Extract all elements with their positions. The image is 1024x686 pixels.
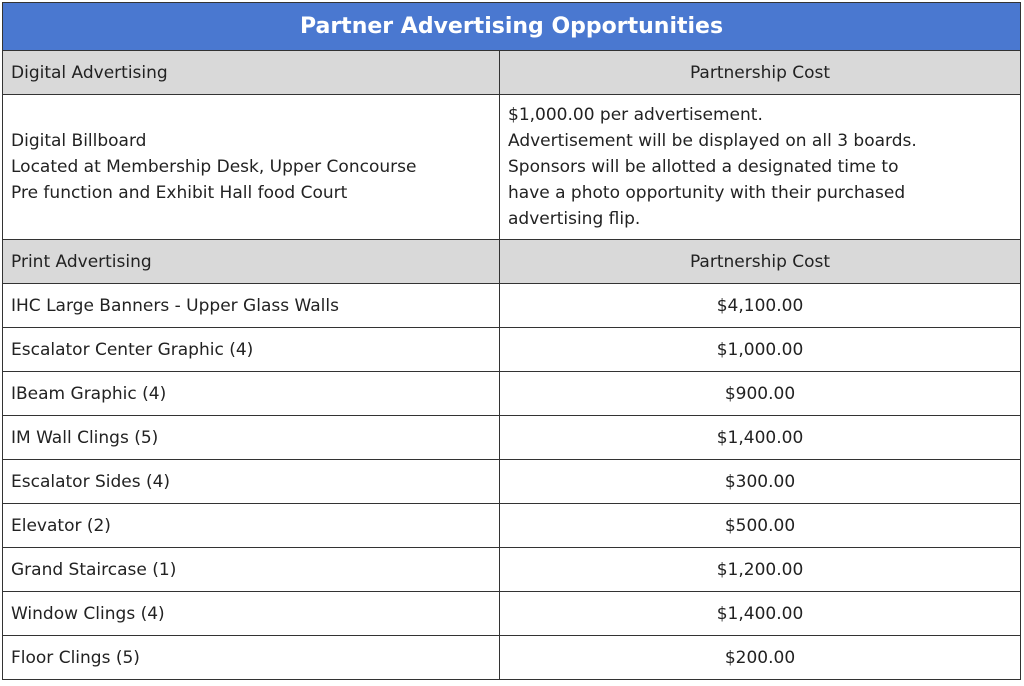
item-price: $300.00 bbox=[500, 460, 1021, 504]
item-price: $500.00 bbox=[500, 504, 1021, 548]
digital-billboard-location-2: Pre function and Exhibit Hall food Court bbox=[11, 183, 348, 203]
table-row bbox=[3, 504, 1021, 548]
print-section-label: Print Advertising bbox=[3, 240, 500, 284]
digital-cost-line: advertising flip. bbox=[508, 209, 641, 229]
item-price: $1,200.00 bbox=[500, 548, 1021, 592]
table-row bbox=[3, 284, 1021, 328]
item-name: IM Wall Clings (5) bbox=[3, 416, 500, 460]
item-price: $900.00 bbox=[500, 372, 1021, 416]
item-price: $1,400.00 bbox=[500, 592, 1021, 636]
table-row bbox=[3, 636, 1021, 680]
digital-billboard-description bbox=[3, 95, 500, 240]
item-name: Escalator Sides (4) bbox=[3, 460, 500, 504]
item-price: $4,100.00 bbox=[500, 284, 1021, 328]
digital-billboard-name: Digital Billboard bbox=[11, 131, 147, 151]
item-name: Elevator (2) bbox=[3, 504, 500, 548]
table-row bbox=[3, 372, 1021, 416]
table-row bbox=[3, 548, 1021, 592]
digital-cost-line: $1,000.00 per advertisement. bbox=[508, 105, 763, 125]
digital-cost-line: have a photo opportunity with their purchased bbox=[508, 183, 906, 203]
digital-cost-line: Sponsors will be allotted a designated time to bbox=[508, 157, 899, 177]
item-name: Escalator Center Graphic (4) bbox=[3, 328, 500, 372]
digital-billboard-row bbox=[3, 95, 1021, 240]
digital-header-row bbox=[3, 51, 1021, 95]
table-row bbox=[3, 416, 1021, 460]
table-row bbox=[3, 460, 1021, 504]
table-title: Partner Advertising Opportunities bbox=[3, 3, 1021, 51]
item-price: $1,400.00 bbox=[500, 416, 1021, 460]
digital-cost-header: Partnership Cost bbox=[500, 51, 1021, 95]
print-header-row bbox=[3, 240, 1021, 284]
digital-billboard-cost bbox=[500, 95, 1021, 240]
digital-billboard-location-1: Located at Membership Desk, Upper Concourse bbox=[11, 157, 417, 177]
item-name: Grand Staircase (1) bbox=[3, 548, 500, 592]
table-row bbox=[3, 328, 1021, 372]
item-price: $1,000.00 bbox=[500, 328, 1021, 372]
item-name: Floor Clings (5) bbox=[3, 636, 500, 680]
item-name: IHC Large Banners - Upper Glass Walls bbox=[3, 284, 500, 328]
table-row bbox=[3, 592, 1021, 636]
advertising-table bbox=[2, 2, 1021, 680]
print-cost-header: Partnership Cost bbox=[500, 240, 1021, 284]
digital-cost-line: Advertisement will be displayed on all 3 boards. bbox=[508, 131, 917, 151]
title-row bbox=[3, 3, 1021, 51]
item-price: $200.00 bbox=[500, 636, 1021, 680]
digital-section-label: Digital Advertising bbox=[3, 51, 500, 95]
item-name: Window Clings (4) bbox=[3, 592, 500, 636]
item-name: IBeam Graphic (4) bbox=[3, 372, 500, 416]
